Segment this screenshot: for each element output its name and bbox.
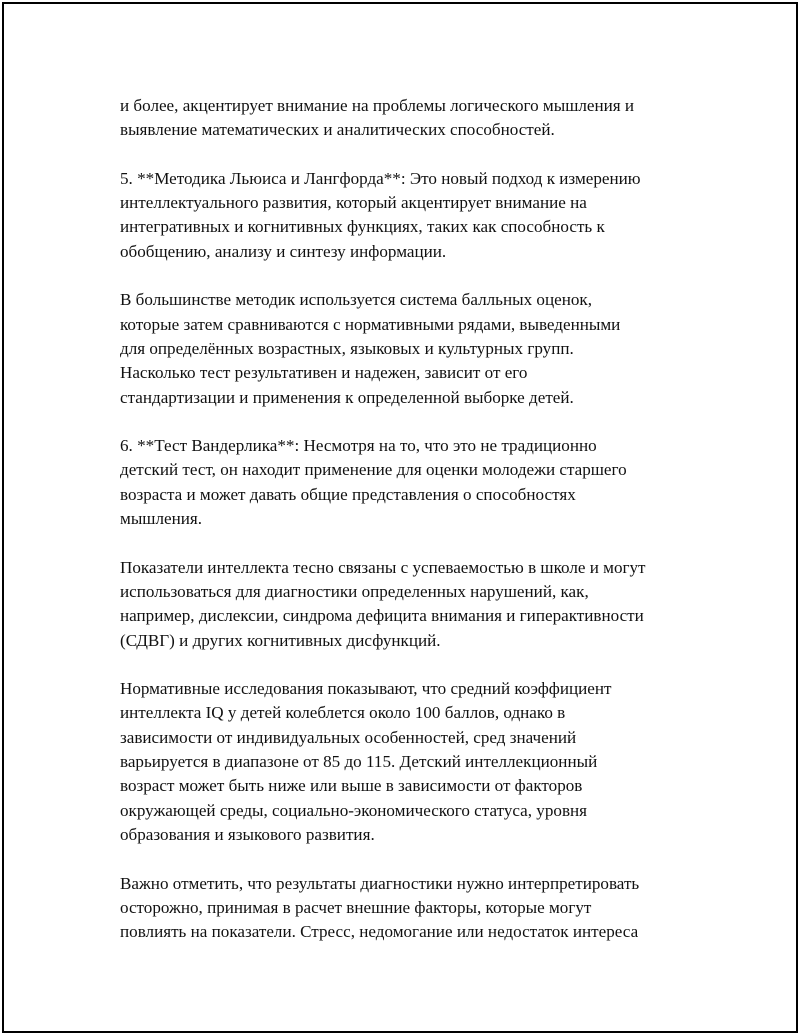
paragraph-6 [120, 677, 700, 847]
text-line: варьируется в диапазоне от 85 до 115. Детский интеллекционный [120, 752, 598, 772]
paragraph-5 [120, 556, 700, 653]
text-line: например, дислексии, синдрома дефицита внимания и гиперактивности [120, 606, 644, 626]
text-line: возраста и может давать общие представления о способностях [120, 484, 576, 504]
text-line: для определённых возрастных, языковых и культурных групп. [120, 338, 574, 358]
text-line: обобщению, анализу и синтезу информации. [120, 241, 447, 261]
text-line: образования и языкового развития. [120, 824, 375, 844]
text-line: выявление математических и аналитических способностей. [120, 120, 555, 140]
paragraph-1 [120, 94, 700, 143]
page-frame [2, 2, 798, 1033]
text-line: (СДВГ) и других когнитивных дисфункций. [120, 630, 441, 650]
text-line: интеллектуального развития, который акцентирует внимание на [120, 193, 587, 213]
text-line: Показатели интеллекта тесно связаны с успеваемостью в школе и могут [120, 557, 646, 577]
text-line: мышления. [120, 509, 203, 529]
text-line: 6. **Тест Вандерлика**: Несмотря на то, что это не традиционно [120, 436, 597, 456]
text-line: окружающей среды, социально-экономического статуса, уровня [120, 800, 588, 820]
text-line: Важно отметить, что результаты диагностики нужно интерпретировать [120, 873, 640, 893]
text-line: повлиять на показатели. Стресс, недомогание или недостаток интереса [120, 922, 639, 942]
text-line: интеллекта IQ у детей колеблется около 100 баллов, однако в [120, 703, 566, 723]
text-line: осторожно, принимая в расчет внешние факторы, которые могут [120, 897, 592, 917]
text-line: стандартизации и применения к определенной выборке детей. [120, 387, 574, 407]
paragraph-3 [120, 288, 700, 409]
text-line: которые затем сравниваются с нормативными рядами, выведенными [120, 314, 621, 334]
text-line: интегративных и когнитивных функциях, таких как способность к [120, 217, 605, 237]
text-line: Нормативные исследования показывают, что средний коэффициент [120, 679, 612, 699]
text-line: В большинстве методик используется система балльных оценок, [120, 290, 592, 310]
text-line: 5. **Методика Льюиса и Лангфорда**: Это новый подход к измерению [120, 168, 641, 188]
paragraph-2 [120, 167, 700, 264]
text-line: зависимости от индивидуальных особенностей, сред значений [120, 727, 577, 747]
text-line: использоваться для диагностики определенных нарушений, как, [120, 581, 589, 601]
page-body [120, 94, 700, 969]
text-line: Насколько тест результативен и надежен, зависит от его [120, 363, 528, 383]
text-line: детский тест, он находит применение для оценки молодежи старшего [120, 460, 627, 480]
text-line: возраст может быть ниже или выше в зависимости от факторов [120, 776, 583, 796]
text-line: и более, акцентирует внимание на проблемы логического мышления и [120, 96, 635, 115]
paragraph-4 [120, 434, 700, 531]
paragraph-7 [120, 872, 700, 945]
